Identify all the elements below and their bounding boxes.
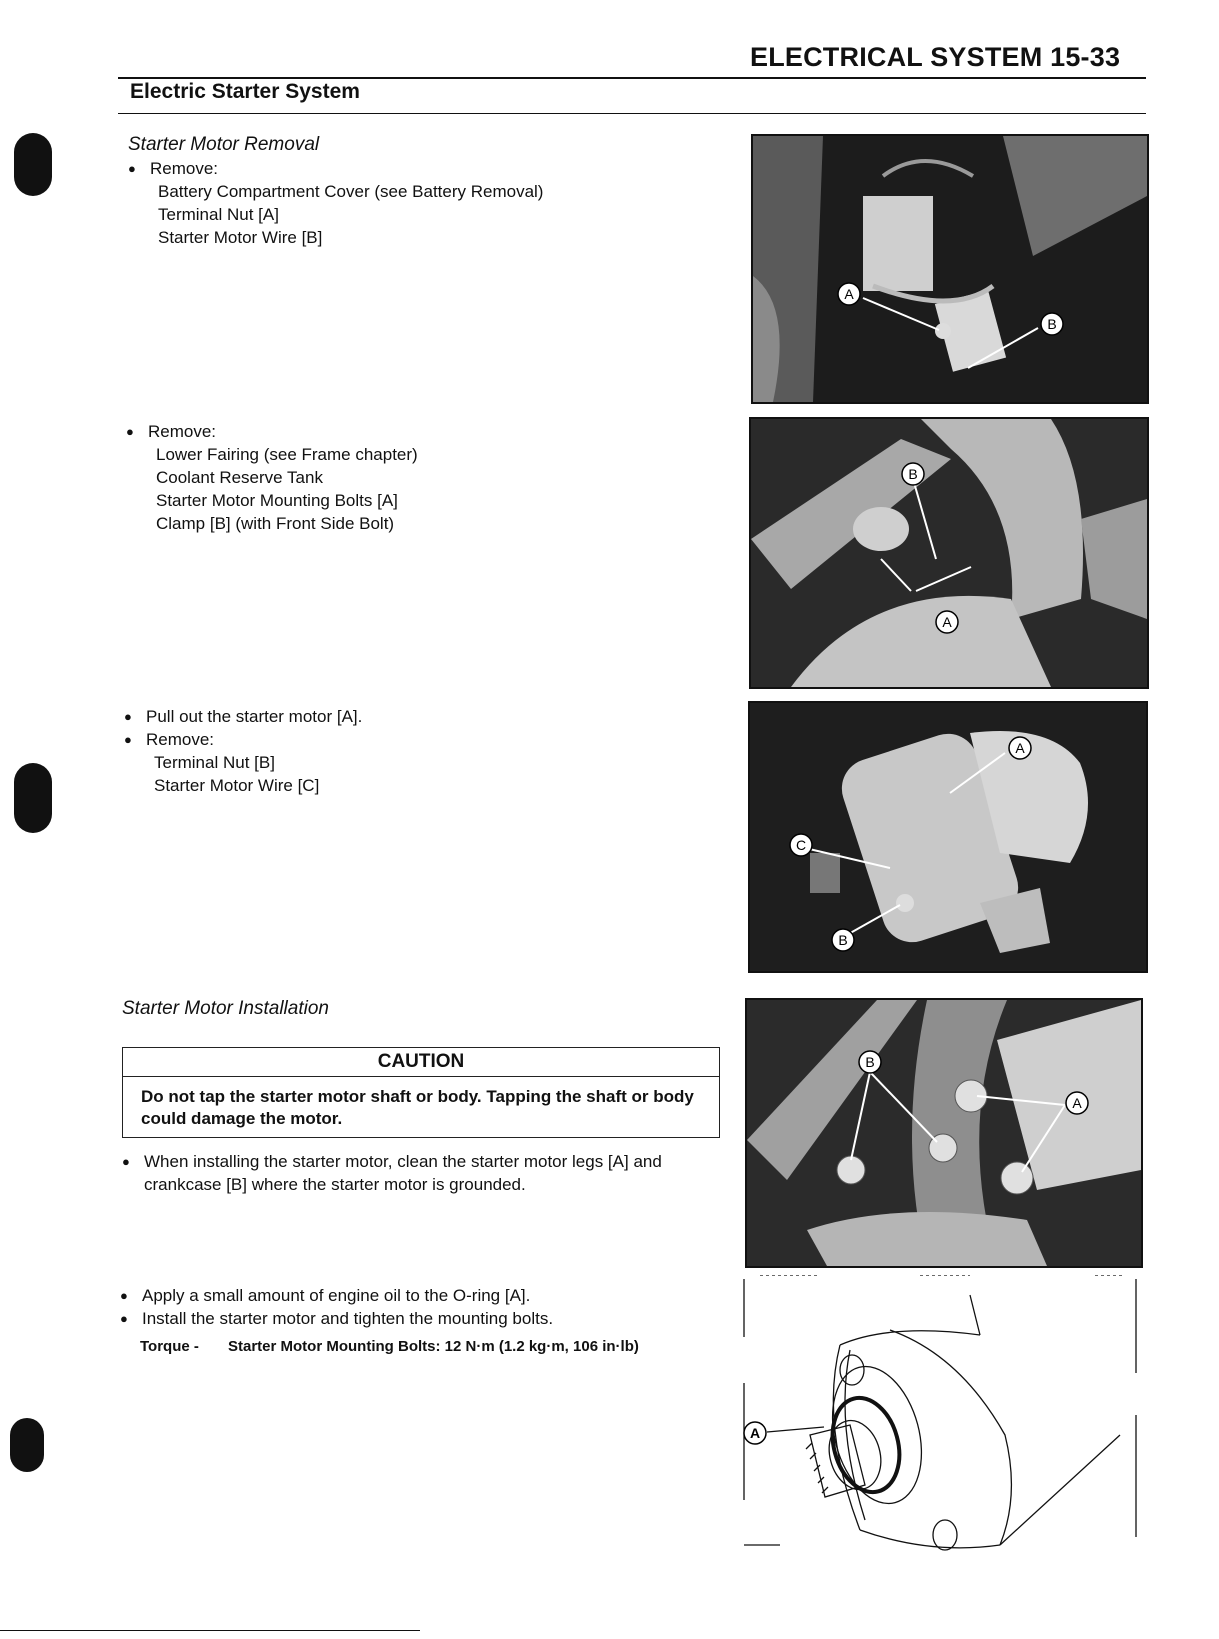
install-step2-text: ● Install the starter motor and tighten the mounting bolts. <box>120 1307 720 1330</box>
photo-illustration <box>747 1000 1141 1266</box>
section-rule <box>118 113 1146 114</box>
photo-illustration <box>753 136 1147 402</box>
removal-step2-item: Coolant Reserve Tank <box>156 468 323 487</box>
callout-c: C <box>795 837 807 853</box>
removal-step1 <box>128 157 543 249</box>
removal-step3-bullet: ● Pull out the starter motor [A]. <box>124 705 362 728</box>
punch-hole <box>14 763 52 833</box>
removal-step3-item: Starter Motor Wire [C] <box>154 776 320 795</box>
figure-pull-out-motor <box>748 701 1148 973</box>
removal-step1-bullet: ● Remove: <box>128 157 543 180</box>
figure-mounting-bolts <box>749 417 1149 689</box>
callout-b: B <box>865 1054 875 1070</box>
torque-value: Starter Motor Mounting Bolts: 12 N·m (1.2 kg·m, 106 in·lb) <box>228 1338 639 1355</box>
callout-a: A <box>844 286 854 302</box>
footer-rule <box>0 1630 420 1631</box>
removal-step3 <box>124 705 362 797</box>
removal-step2 <box>126 420 418 535</box>
install-step1 <box>122 1150 722 1196</box>
callout-b: B <box>908 466 918 482</box>
figure-battery-terminal <box>751 134 1149 404</box>
removal-step3-bullet: ● Remove: <box>124 728 362 751</box>
punch-hole <box>14 133 52 196</box>
callout-a: A <box>942 614 952 630</box>
removal-heading: Starter Motor Removal <box>128 134 320 155</box>
removal-step2-item: Starter Motor Mounting Bolts [A] <box>156 491 398 510</box>
torque-spec <box>140 1338 639 1355</box>
install-step2-text: ● Apply a small amount of engine oil to the O-ring [A]. <box>120 1284 720 1307</box>
figure-motor-legs-crankcase <box>745 998 1143 1268</box>
installation-heading: Starter Motor Installation <box>122 998 329 1019</box>
torque-label: Torque - <box>140 1338 199 1355</box>
removal-step1-item: Terminal Nut [A] <box>158 205 279 224</box>
line-drawing <box>740 1275 1146 1555</box>
section-title: Electric Starter System <box>130 80 360 103</box>
caution-text: Do not tap the starter motor shaft or body. Tapping the shaft or body could damage the motor. <box>141 1087 694 1128</box>
figure-o-ring-diagram <box>740 1275 1146 1555</box>
callout-a: A <box>749 1425 761 1441</box>
caution-title: CAUTION <box>123 1048 719 1077</box>
install-step1-text: ● When installing the starter motor, clean the starter motor legs [A] and crankcase [B] where the starter motor is grounded. <box>122 1150 722 1196</box>
removal-step1-item: Battery Compartment Cover (see Battery Removal) <box>158 182 544 201</box>
callout-b: B <box>838 932 848 948</box>
punch-hole <box>10 1418 44 1472</box>
removal-step2-item: Lower Fairing (see Frame chapter) <box>156 445 418 464</box>
install-step2 <box>120 1284 720 1330</box>
removal-step2-bullet: ● Remove: <box>126 420 418 443</box>
removal-step3-item: Terminal Nut [B] <box>154 753 275 772</box>
caution-box <box>122 1047 720 1138</box>
photo-illustration <box>750 703 1146 971</box>
header-rule <box>118 77 1146 79</box>
removal-step1-item: Starter Motor Wire [B] <box>158 228 323 247</box>
photo-illustration <box>751 419 1147 687</box>
removal-step2-item: Clamp [B] (with Front Side Bolt) <box>156 514 395 533</box>
callout-b: B <box>1047 316 1057 332</box>
callout-a: A <box>1072 1095 1082 1111</box>
callout-a: A <box>1015 740 1025 756</box>
page-title: ELECTRICAL SYSTEM 15-33 <box>750 42 1121 72</box>
